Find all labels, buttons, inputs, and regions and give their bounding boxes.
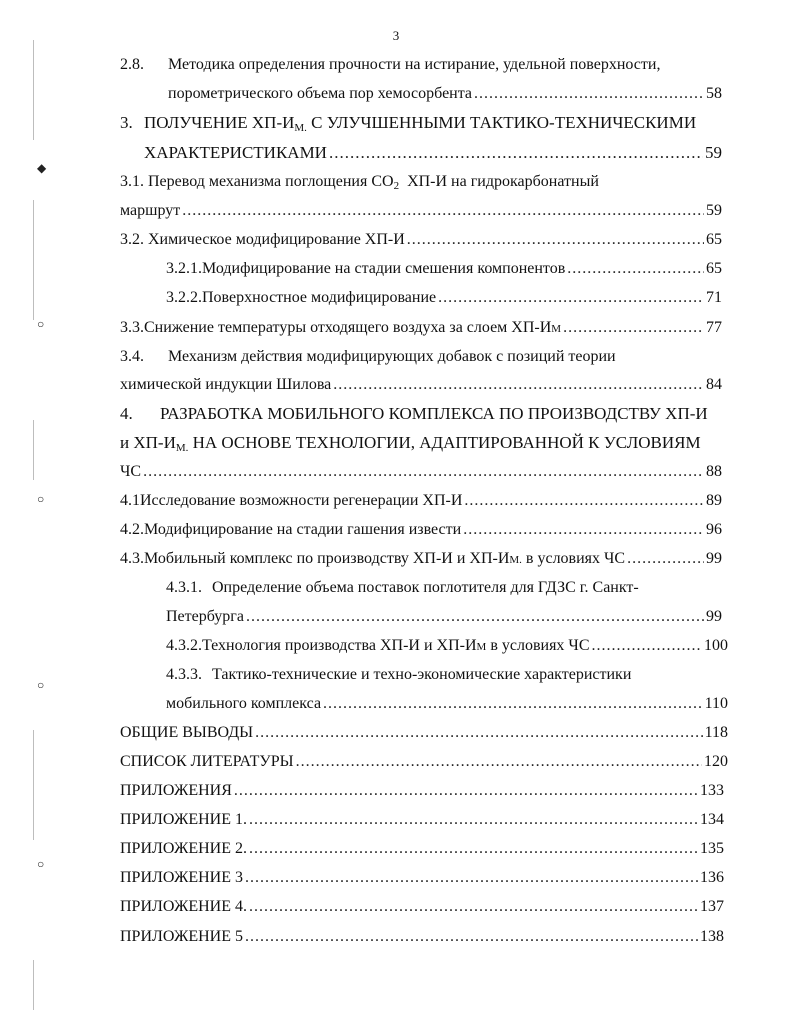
toc-entry-title-rest: в условиях ЧС <box>525 550 626 567</box>
toc-page-number: 65 <box>706 231 722 248</box>
toc-entry-title: Методика определения прочности на истирание, удельной поверхности, <box>168 56 661 73</box>
toc-page-number: 84 <box>706 376 722 393</box>
toc-entry-number: 3.2.1. <box>166 260 202 277</box>
toc-entry-continuation[interactable] <box>166 606 722 628</box>
toc-entry-title: Химическое модифицирование ХП-И <box>148 231 405 248</box>
toc-leader-dots <box>563 317 704 339</box>
toc-entry-title: Модифицирование на стадии гашения извести <box>144 521 462 538</box>
toc-entry <box>166 577 639 599</box>
toc-entry-title: СПИСОК ЛИТЕРАТУРЫ <box>120 753 294 770</box>
toc-leader-dots <box>567 258 704 280</box>
toc-entry[interactable] <box>120 751 728 773</box>
toc-leader-dots <box>255 722 702 744</box>
toc-entry-title: Механизм действия модифицирующих добавок с позиций теории <box>168 348 616 365</box>
toc-entry[interactable] <box>120 838 724 860</box>
toc-page-number: 99 <box>706 550 722 567</box>
toc-leader-dots <box>143 461 704 483</box>
toc-page-number: 88 <box>706 463 722 480</box>
toc-entry[interactable] <box>120 809 724 831</box>
toc-entry-title: Тактико-технические и техно-экономические характеристики <box>212 666 632 683</box>
toc-entry-title-rest: НА ОСНОВЕ ТЕХНОЛОГИИ, АДАПТИРОВАННОЙ К УСЛОВИЯМ <box>192 433 701 452</box>
toc-entry[interactable] <box>120 229 722 251</box>
toc-page-number: 135 <box>700 840 724 857</box>
toc-entry-number: 3.1. <box>120 173 144 190</box>
toc-entry[interactable] <box>120 780 724 802</box>
toc-entry-title-rest: в условиях ЧС <box>490 637 590 654</box>
toc-page-number: 133 <box>700 782 724 799</box>
toc-leader-dots <box>407 229 704 251</box>
toc-entry <box>120 112 696 134</box>
toc-entry-title: ПРИЛОЖЕНИЕ 1. <box>120 811 248 828</box>
toc-entry-title: ПОЛУЧЕНИЕ ХП-И <box>144 113 295 132</box>
toc-entry-title: Исследование возможности регенерации ХП-И <box>140 492 463 509</box>
toc-entry-number: 4.1 <box>120 492 140 509</box>
toc-entry-number: 3.4. <box>120 348 144 365</box>
toc-entry-title: ЧС <box>120 463 142 480</box>
toc-entry-number: 4.3.2. <box>166 637 202 654</box>
toc-entry <box>166 664 631 686</box>
toc-entry-title: ПРИЛОЖЕНИЕ 5 <box>120 928 244 945</box>
toc-entry[interactable] <box>166 287 722 309</box>
toc-leader-dots <box>333 374 704 396</box>
toc-leader-dots <box>245 926 698 948</box>
toc-page-number: 134 <box>700 811 724 828</box>
toc-entry-title: РАЗРАБОТКА МОБИЛЬНОГО КОМПЛЕКСА ПО ПРОИЗВОДСТВУ ХП-И <box>160 404 708 423</box>
toc-entry-title: мобильного комплекса <box>166 695 322 712</box>
toc-entry-title-rest: С УЛУЧШЕННЫМИ ТАКТИКО-ТЕХНИЧЕСКИМИ <box>311 113 697 132</box>
toc-page-number: 120 <box>704 753 728 770</box>
toc-entry <box>120 346 616 368</box>
toc-entry[interactable]: 4.3.2. Технология производства ХП-И и ХП-И М в условиях ЧС ..... 100 <box>166 635 728 657</box>
toc-page-number: 59 <box>706 202 722 219</box>
toc-leader-dots <box>464 490 704 512</box>
punch-hole-icon: ○ <box>37 678 45 692</box>
toc-page-number: 136 <box>700 869 724 886</box>
toc-leader-dots <box>323 693 703 715</box>
punch-hole-icon: ○ <box>37 317 45 331</box>
toc-entry-continuation[interactable] <box>120 374 722 396</box>
subscript: М. <box>175 442 189 454</box>
toc-entry-title-rest: ХП-И на гидрокарбонатный <box>407 173 599 190</box>
subscript: 2 <box>393 180 400 192</box>
toc-page-number: 137 <box>700 898 724 915</box>
toc-entry-line2 <box>120 432 701 454</box>
toc-entry-title: химической индукции Шилова <box>120 376 332 393</box>
toc-leader-dots <box>182 200 704 222</box>
toc-entry[interactable] <box>120 896 724 918</box>
toc-entry[interactable]: 3.3. Снижение температуры отходящего воздуха за слоем ХП-И М ..... 77 <box>120 317 722 339</box>
toc-entry-number: 3. <box>120 113 133 132</box>
toc-entry-title: Снижение температуры отходящего воздуха за слоем ХП-И <box>144 319 552 336</box>
punch-hole-icon: ○ <box>37 492 45 506</box>
toc-leader-dots <box>592 635 703 657</box>
toc-page-number: 138 <box>700 928 724 945</box>
toc-page-number: 71 <box>706 289 722 306</box>
toc-entry[interactable] <box>166 258 722 280</box>
toc-entry[interactable] <box>120 867 724 889</box>
toc-page-number: 99 <box>706 608 722 625</box>
toc-entry-title: ПРИЛОЖЕНИЯ <box>120 782 232 799</box>
toc-entry-number: 4.3. <box>120 550 144 567</box>
toc-page-number: 65 <box>706 260 722 277</box>
subscript: М. <box>294 122 307 134</box>
toc-entry-title: ПРИЛОЖЕНИЕ 4. <box>120 898 248 915</box>
toc-entry-continuation[interactable] <box>144 142 722 164</box>
toc-page-number: 96 <box>706 521 722 538</box>
toc-entry-number: 2.8. <box>120 56 144 73</box>
toc-entry <box>120 403 708 425</box>
toc-page-number: 100 <box>704 637 728 654</box>
toc-page-number: 110 <box>704 695 728 712</box>
toc-leader-dots <box>249 809 698 831</box>
toc-entry[interactable] <box>120 490 722 512</box>
toc-entry-title: и ХП-И <box>120 433 176 452</box>
toc-entry-continuation[interactable] <box>168 83 722 105</box>
toc-leader-dots <box>249 896 698 918</box>
toc-entry-continuation[interactable] <box>166 693 728 715</box>
toc-entry-continuation[interactable] <box>120 461 722 483</box>
toc-entry <box>120 171 599 193</box>
toc-page-number: 89 <box>706 492 722 509</box>
toc-entry[interactable] <box>120 926 724 948</box>
toc-entry-number: 4.2. <box>120 521 144 538</box>
toc-entry-number: 3.2.2. <box>166 289 202 306</box>
page-number: 3 <box>392 28 400 43</box>
toc-entry-number: 4.3.1. <box>166 579 202 596</box>
toc-entry-title: маршрут <box>120 202 181 219</box>
toc-entry-title: ХАРАКТЕРИСТИКАМИ <box>144 143 327 162</box>
toc-entry-title: Технология производства ХП-И и ХП-И <box>202 637 477 654</box>
toc-entry-title: Определение объема поставок поглотителя для ГДЗС г. Санкт- <box>212 579 639 596</box>
toc-entry-title: Петербурга <box>166 608 244 625</box>
toc-entry-title: Мобильный комплекс по производству ХП-И и ХП-И <box>144 550 510 567</box>
punch-hole-icon: ○ <box>37 857 45 871</box>
toc-page-number: 118 <box>704 724 728 741</box>
toc-entry[interactable] <box>120 519 722 541</box>
toc-entry-title: ОБЩИЕ ВЫВОДЫ <box>120 724 254 741</box>
toc-page-number: 58 <box>706 85 722 102</box>
punch-hole-icon: ◆ <box>37 161 47 175</box>
toc-entry-number: 3.2. <box>120 231 144 248</box>
toc-entry-number: 4.3.3. <box>166 666 202 683</box>
toc-leader-dots <box>234 780 698 802</box>
toc-leader-dots <box>296 751 702 773</box>
toc-leader-dots <box>246 606 704 628</box>
toc-entry-title: Поверхностное модифицирование <box>202 289 437 306</box>
toc-entry-title: Перевод механизма поглощения CO <box>148 173 394 190</box>
toc-page-number: 59 <box>705 143 722 162</box>
toc-page-number: 77 <box>706 319 722 336</box>
toc-entry[interactable] <box>120 722 728 744</box>
toc-entry-title: Модифицирование на стадии смешения компонентов <box>202 260 566 277</box>
toc-entry-title: ПРИЛОЖЕНИЕ 2. <box>120 840 248 857</box>
toc-entry-title: порометрического объема пор хемосорбента <box>168 85 473 102</box>
toc-entry-title: ПРИЛОЖЕНИЕ 3 <box>120 869 244 886</box>
toc-entry[interactable]: 4.3. Мобильный комплекс по производству ХП-И и ХП-И М. в условиях ЧС ..... 99 <box>120 548 722 570</box>
toc-entry-number: 4. <box>120 404 133 423</box>
toc-entry <box>120 54 660 76</box>
toc-leader-dots <box>329 142 703 164</box>
toc-leader-dots <box>627 548 704 570</box>
toc-leader-dots <box>249 838 698 860</box>
toc-entry-number: 3.3. <box>120 319 144 336</box>
toc-leader-dots <box>245 867 698 889</box>
toc-leader-dots <box>438 287 704 309</box>
toc-entry-continuation[interactable] <box>120 200 722 222</box>
toc-leader-dots <box>474 83 704 105</box>
toc-leader-dots <box>463 519 704 541</box>
